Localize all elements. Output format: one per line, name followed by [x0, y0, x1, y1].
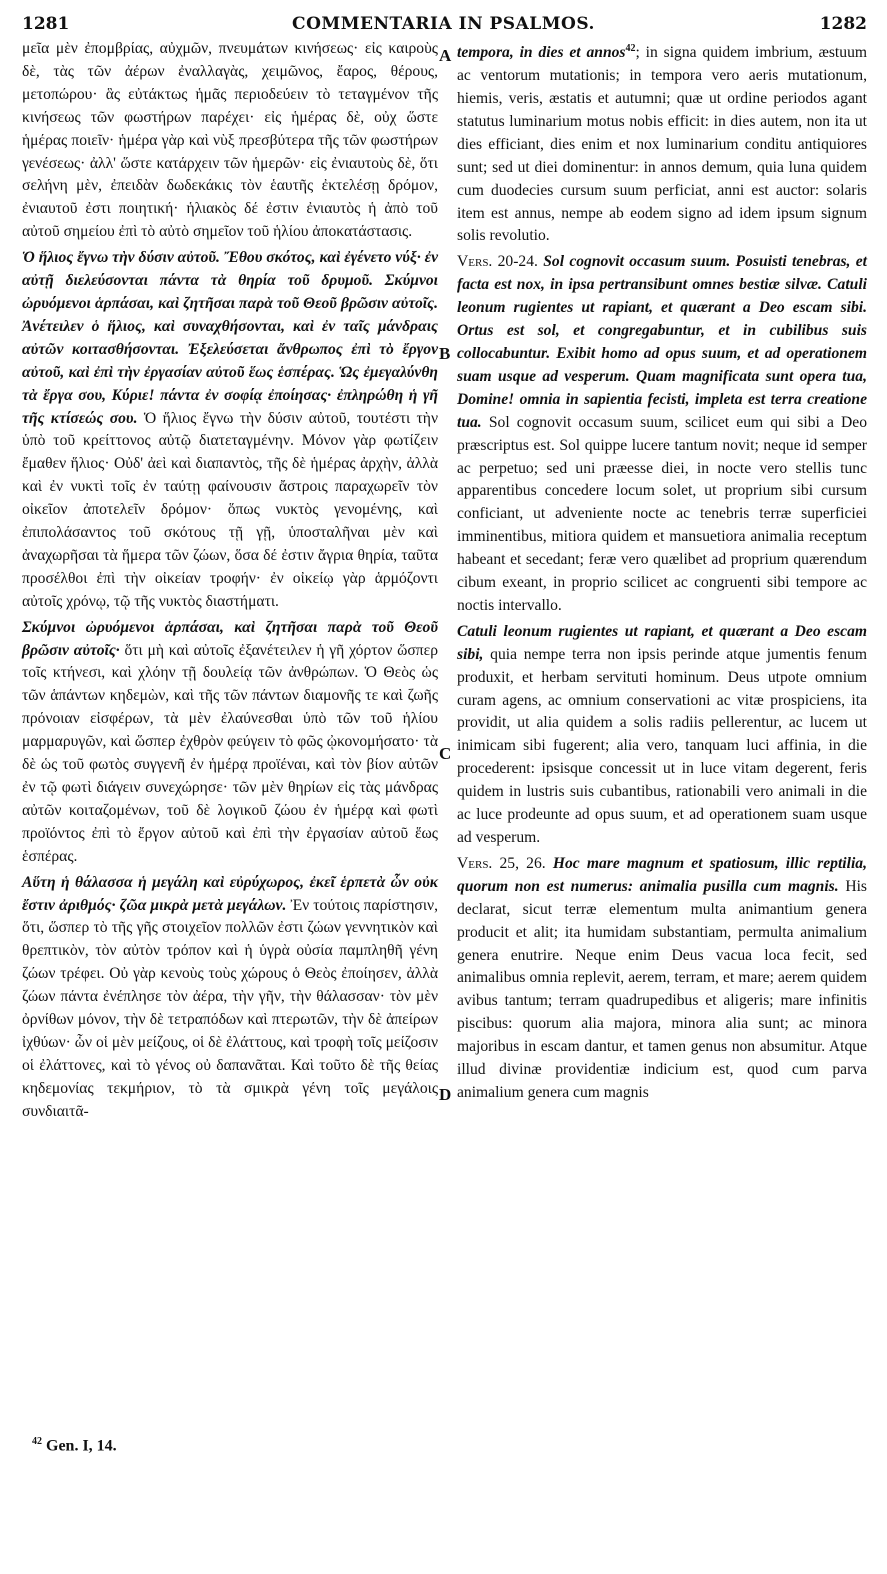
footnote — [32, 1436, 117, 1455]
latin-paragraph: Catuli leonum rugientes ut rapiant, et quærant a Deo escam sibi, quia nempe terra non ipsis perinde atque jumentis fenum produxit, et herbam servituti hominum. Deus utpote omnium curam agens, ac omnium conservationi ac vitæ prospiciens, ita providit, ut alia quidem a solis radiis pellerentur, ac lucem ut inimicam sibi fugerent; alia vero, tanquam luci affinia, in die procederent: ipsisque concessit ut in luce vitam degerent, feris quidem in lustris suis cubantibus, rationabili vero animali in die ac luce prodeunte ad opus suum, et ad operationem suam usque ad vesperum. — [457, 622, 867, 846]
margin-letter-d: D — [439, 1085, 452, 1104]
footnote-number: 42 — [32, 1436, 42, 1447]
latin-paragraph: tempora, in dies et annos$^{42}$; in signa quidem imbrium, æstuum ac ventorum mutationis; in tempora vero aeris mutationum, hiemis, veris, æstatis et autumni; quæ ut ordine periodos agant statutus luminarium motus nobis efficit: in dies autem, non ita ut dies efficiant, dies enim et nox luminarium conditu antiquiores sunt; sed ut diei dominentur: in annos demum, quia luna quidem cum duodecies cursum suum perficiat, anni est auctor: solaris item est annus, nempe ab eodem signo ad idem ipsum signum solis revolutio. — [457, 43, 867, 245]
verse-reference: Vers. 20-24. — [457, 253, 538, 271]
latin-column — [457, 38, 867, 1108]
greek-lemma: Σκύμνοι ὠρυόμενοι ἁρπάσαι, καὶ ζητῆσαι παρὰ τοῦ Θεοῦ βρῶσιν αὐτοῖς· — [22, 618, 438, 659]
page-number-left: 1281 — [22, 14, 70, 34]
greek-paragraph: Ὁ ἥλιος ἔγνω τὴν δύσιν αὐτοῦ. Ἔθου σκότος, καὶ ἐγένετο νύξ· ἐν αὐτῇ διελεύσονται πάντα τὰ θηρία τοῦ δρυμοῦ. Σκύμνοι ὠρυόμενοι ἁρπάσαι, καὶ ζητῆσαι παρὰ τοῦ Θεοῦ βρῶσιν αὐτοῖς. Ἀνέτειλεν ὁ ἥλιος, καὶ συναχθήσονται, καὶ ἐν ταῖς μάνδραις αὐτῶν κοιτασθήσονται. Ἐξελεύσεται ἄνθρωπος ἐπὶ τὸ ἔργον αὐτοῦ, καὶ ἐπὶ τὴν ἐργασίαν αὐτοῦ ἕως ἑσπέρας. Ὡς ἐμεγαλύνθη τὰ ἔργα σου, Κύριε! πάντα ἐν σοφίᾳ ἐποίησας· ἐπληρώθη ἡ γῆ τῆς κτίσεώς σου. Ὁ ἥλιος ἔγνω τὴν δύσιν αὐτοῦ, τουτέστι τὴν ὑπὸ τοῦ κρείττονος αὐτῷ διατεταγμένην. Μόνον γὰρ φωτίζειν ἔμαθεν ἥλιος· Οὐδ' ἀεὶ καὶ διαπαντὸς, τῆς δὲ ἡμέρας ἀρχὴν, ἀλλὰ καὶ ἐν νυκτὶ τοῖς ἐν ταύτῃ φαίνουσιν ἄστροις παραχωρεῖν τὸν οἰκεῖον ἀποτελεῖν δρόμον· ὅπως νυκτὸς γενομένης, καὶ ἐπιπολάσαντος τοῦ σκότους τῇ γῇ, ὑποσταλῆναι μὲν καὶ ἀναχωρῆσαι τὰ ἥμερα τῶν ζώων, ὅσα δέ ἐστιν ἄγρια θηρία, ταῦτα προσέλθοι ἐπὶ τὴν οἰκείαν τροφήν· ἐν οἰκείῳ γὰρ ἁρμόζοντι αὐτοῖς χρόνῳ, τῷ τῆς νυκτὸς διαστήματι. — [22, 249, 439, 610]
page-number-right: 1282 — [819, 14, 867, 34]
verse-reference: Vers. 25, 26. — [457, 854, 546, 872]
margin-letter-b: B — [439, 344, 451, 363]
greek-paragraph: Σκύμνοι ὠρυόμενοι ἁρπάσαι, καὶ ζητῆσαι παρὰ τοῦ Θεοῦ βρῶσιν αὐτοῖς· ὅτι μὴ καὶ αὐτοῖς ἐξανέτειλεν ἡ γῆ χόρτον ὥσπερ τοῖς κτήνεσι, καὶ χλόην τῇ δουλείᾳ τῶν ἀνθρώπων. Ὁ Θεὸς ὡς τῶν ἁπάντων κηδεμὼν, καὶ τῆς τῶν πάντων διαμονῆς τε καὶ ζωῆς πρόνοιαν εἰσφέρων, τὰ μὲν ἐλαύνεσθαι ὑπὸ τῶν τοῦ ἡλίου μαρμαρυγῶν, καὶ ὥσπερ ἐχθρὸν φεύγειν τὸ φῶς ᾠκονομήσατο· τὰ δὲ ὡς τοῦ φωτὸς συγγενῆ ἐν ἡμέρᾳ προϊέναι, καὶ τὸν βίον αὐτῶν ἐν τῷ φωτὶ διάγειν συνεχώρησε· τῶν μὲν θηρίων εἰς τὰς μάνδρας αὐτῶν κοιταζομένων, τοῦ δὲ λογικοῦ ζώου ἐν ἡμέρᾳ καὶ φωτὶ προϊόντος ἐπὶ τὸ ἔργον αὐτοῦ καὶ ἐπὶ τὴν ἐργασίαν αὐτοῦ ἕως ἑσπέρας. — [22, 618, 438, 865]
greek-lemma: Αὕτη ἡ θάλασσα ἡ μεγάλη καὶ εὐρύχωρος, ἐκεῖ ἑρπετὰ ὧν οὐκ ἔστιν ἀριθμός· ζῶα μικρὰ μετὰ μεγάλων. — [22, 873, 438, 914]
margin-letter-c: C — [439, 744, 452, 763]
greek-paragraph: Αὕτη ἡ θάλασσα ἡ μεγάλη καὶ εὐρύχωρος, ἐκεῖ ἑρπετὰ ὧν οὐκ ἔστιν ἀριθμός· ζῶα μικρὰ μετὰ μεγάλων. Ἐν τούτοις παρίστησιν, ὅτι, ὥσπερ τὸ τῆς γῆς στοιχεῖον πολλῶν ἐστι ζώων γεννητικὸν καὶ θρεπτικὸν, τὸν αὐτὸν τρόπον καὶ ἡ ὑγρὰ οὐσία παμπληθῆ γένη ζώων τρέφει. Οὐ γὰρ κενοὺς τοὺς χώρους ὁ Θεὸς ἐποίησεν, ἀλλὰ ζώων πάντα ἐνέπλησε τὸν ἀέρα, τὴν γῆν, τὴν θάλασσαν· τὸν μὲν ὀρνίθων μόνον, τὴν δὲ τετραπόδων καὶ πτερωτῶν, τὴν δὲ ἀπείρων ἰχθύων· ὧν οἱ μὲν μείζους, οἱ δὲ ἐλάττους, καὶ τροφὴ τοῖς μείζοσιν οἱ ἐλάττονες, καὶ τὸ γένος οὐ δαπανᾶται. Καὶ τοῦτο δὲ τῆς θείας κηδεμονίας τεκμήριον, τὸ τὰ σμικρὰ γένη τοῖς μεγάλοις συνδιαιτᾶ- — [22, 873, 438, 1120]
footnote-text: Gen. I, 14. — [46, 1437, 117, 1455]
running-title: COMMENTARIA IN PSALMOS. — [292, 14, 595, 34]
latin-lemma: Sol cognovit occasum suum. Posuisti tenebras, et facta est nox, in ipsa pertransibunt omnes bestiæ silvæ. Catuli leonum rugientes ut rapiant, et quærant a Deo escam sibi. Ortus est sol, et congregabuntur, et in cubilibus suis collocabuntur. Exibit homo ad opus suum, et ad operationem suam usque ad vesperum. Quam magnificata sunt opera tua, Domine! omnia in sapientia fecisti, impleta est terra creatione tua. — [457, 253, 868, 431]
latin-paragraph: Vers. 20-24. Sol cognovit occasum suum. Posuisti tenebras, et facta est nox, in ipsa pertransibunt omnes bestiæ silvæ. Catuli leonum rugientes ut rapiant, et quærant a Deo escam sibi. Ortus est sol, et congregabuntur, et in cubilibus suis collocabuntur. Exibit homo ad opus suum, et ad operationem suam usque ad vesperum. Quam magnificata sunt opera tua, Domine! omnia in sapientia fecisti, impleta est terra creatione tua. Sol cognovit occasum suum, scilicet eum qui sibi a Deo præscriptus est. Sol quippe lucere tantum novit; neque id semper ac perpetuo; sed uni præesse diei, in nocte vero stellis tunc apparentibus concedere locum solet, ut proprium sibi cursum conficiant, ut adveniente nocte ac tenebris terræ superficiei imminentibus, mitiora quidem et mansuetiora animalia receptum habeant et secedant; feræ vero quælibet ad proprium quærendum cibum exeant, in proprio scilicet ac congruenti sibi tempore ac noctis intervallo. — [457, 253, 868, 614]
latin-lemma: tempora, in dies et annos — [457, 44, 626, 62]
footnote-reference: 42 — [625, 43, 636, 54]
greek-paragraph: μεῖα μὲν ἐπομβρίας, αὐχμῶν, πνευμάτων κινήσεως· εἰς καιροὺς δὲ, τὰς τῶν ἀέρων ἐναλλαγὰς, χειμῶνος, ἔαρος, θέρους, μετοπώρου· ἃς εὐτάκτως ἡμᾶς περιοδεύειν τὸ τεταγμένον τῆς κινήσεως τῶν φωστήρων παρέχει· εἰς ἡμέρας δὲ, οὐχ ὥστε ἡμέρας ποιεῖν· ἡμέρα γὰρ καὶ νὺξ πρεσβύτερα τῆς τῶν φωστήρων γενέσεως· ἀλλ' ὥστε κατάρχειν τῶν ἡμερῶν· εἰς ἐνιαυτοὺς δὲ, ὅτι σελήνη μὲν, ἐπειδὰν δωδεκάκις τὸν ἑαυτῆς ἐκτελέσῃ δρόμον, ἐνιαυτοῦ ἐστι ποιητική· ἡλιακὸς δέ ἐστιν ἐνιαυτὸς ἡ ἀπὸ τοῦ αὐτοῦ σημείου ἐπὶ τὸ αὐτὸ σημεῖον τοῦ ἡλίου ἀποκατάστασις. — [22, 40, 438, 241]
latin-paragraph: Vers. 25, 26. Hoc mare magnum et spatiosum, illic reptilia, quorum non est numerus: animalia pusilla cum magnis. His declarat, sicut terræ elementum multa animantium genera producit et alit; ita humidam substantiam, permulta animalium genera enutrire. Neque enim Deus vacua loca fecit, sed animalibus omnia replevit, aerem, terram, et mare; aerem quidem avibus tantum; terram quadrupedibus et aligeris; mare infinitis piscibus: quorum alia majora, minora alia sunt; ac minora majoribus in escam dantur, et tamen genus non absumitur. Atque illud divinæ providentiæ indicium est, quod cum parva animalium genera cum magnis — [457, 854, 867, 1101]
greek-lemma: Ὁ ἥλιος ἔγνω τὴν δύσιν αὐτοῦ. Ἔθου σκότος, καὶ ἐγένετο νύξ· ἐν αὐτῇ διελεύσονται πάντα τὰ θηρία τοῦ δρυμοῦ. Σκύμνοι ὠρυόμενοι ἁρπάσαι, καὶ ζητῆσαι παρὰ τοῦ Θεοῦ βρῶσιν αὐτοῖς. Ἀνέτειλεν ὁ ἥλιος, καὶ συναχθήσονται, καὶ ἐν ταῖς μάνδραις αὐτῶν κοιτασθήσονται. Ἐξελεύσεται ἄνθρωπος ἐπὶ τὸ ἔργον αὐτοῦ, καὶ ἐπὶ τὴν ἐργασίαν αὐτοῦ ἕως ἑσπέρας. Ὡς ἐμεγαλύνθη τὰ ἔργα σου, Κύριε! πάντα ἐν σοφίᾳ ἐποίησας· ἐπληρώθη ἡ γῆ τῆς κτίσεώς σου. — [22, 249, 438, 427]
greek-column — [22, 38, 438, 1127]
latin-lemma: Catuli leonum rugientes ut rapiant, et quærant a Deo escam sibi, — [457, 622, 867, 663]
latin-lemma: Hoc mare magnum et spatiosum, illic reptilia, quorum non est numerus: animalia pusilla cum magnis. — [457, 854, 867, 895]
margin-letter-a: A — [439, 46, 452, 65]
